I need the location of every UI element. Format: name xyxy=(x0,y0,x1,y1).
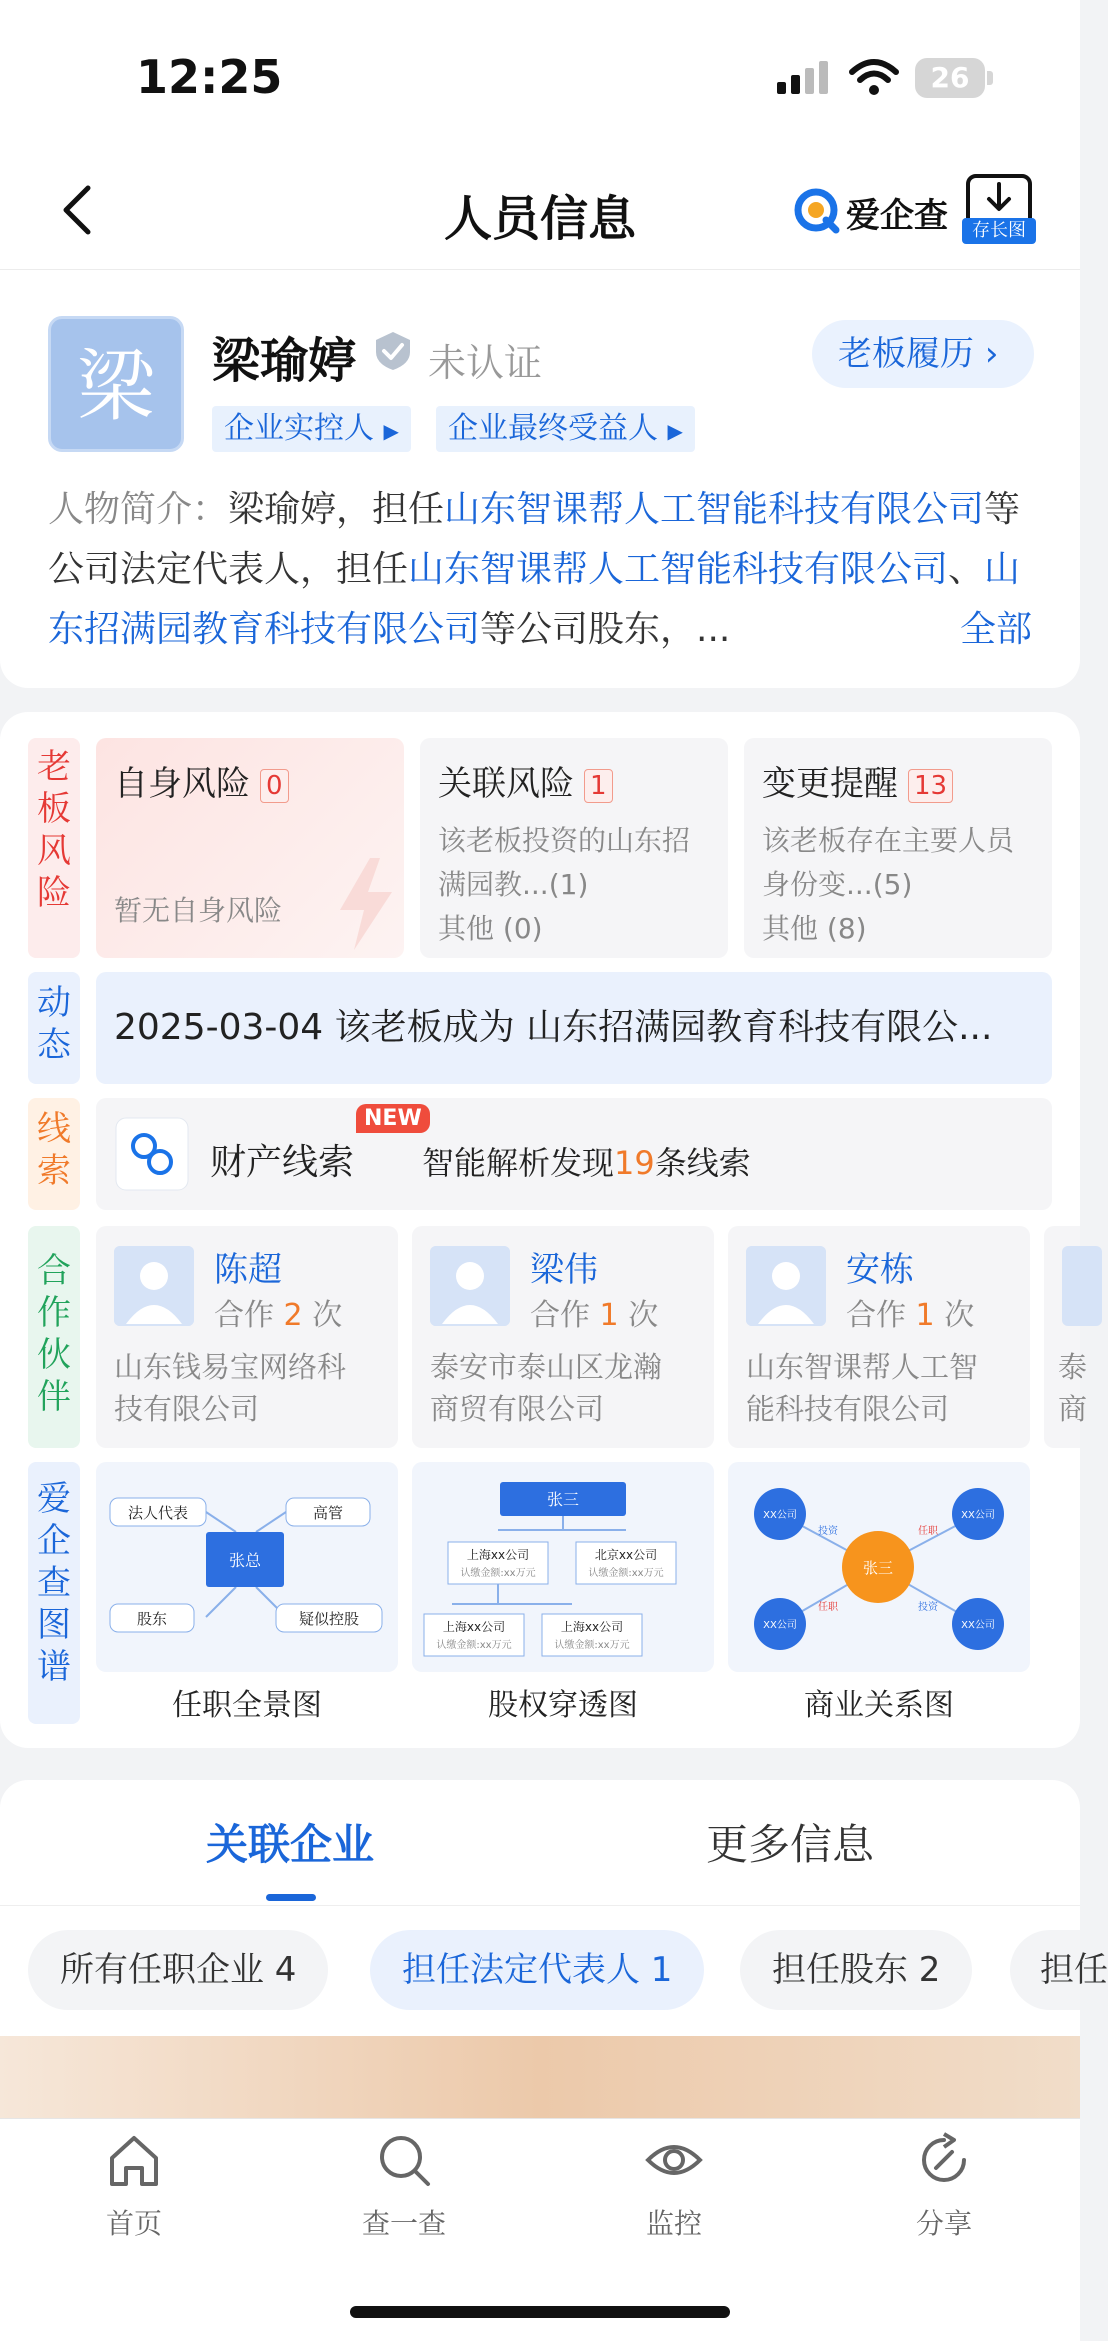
bio-company-link[interactable]: 山东智课帮人工智能科技有限公司 xyxy=(408,549,949,590)
boss-history-button[interactable] xyxy=(812,320,1034,388)
graph-node-label: XX公司 xyxy=(961,1620,995,1631)
tab-more-info[interactable]: 更多信息 xyxy=(705,1820,874,1869)
graph-node-label: 高管 xyxy=(312,1504,344,1522)
clue-desc xyxy=(422,1138,751,1184)
property-clue-icon xyxy=(116,1118,188,1190)
graph-rel-label: 任职 xyxy=(818,1602,838,1613)
verified-badge-icon xyxy=(372,330,414,372)
bio-text: 等公司股东，... xyxy=(480,609,731,650)
verify-status: 未认证 xyxy=(428,341,543,385)
section-label-graph: 爱企查图谱 xyxy=(28,1462,80,1724)
graph-node-sub: 认缴金额:xx万元 xyxy=(588,1568,664,1579)
partner-company: 泰商 xyxy=(1058,1350,1088,1426)
person-bio xyxy=(48,480,1032,660)
dynamic-item[interactable]: 2025-03-04 该老板成为 山东招满园教育科技有限公... xyxy=(96,972,1052,1084)
chip-shareholder[interactable]: 担任股东 2 xyxy=(740,1930,972,2010)
risk-count: 0 xyxy=(260,769,289,803)
graph-node-label: 北京xx公司 xyxy=(594,1548,658,1562)
partner-company: 泰安市泰山区龙瀚商贸有限公司 xyxy=(430,1350,663,1426)
battery-icon: 26 xyxy=(915,58,985,98)
chip-all-positions[interactable]: 所有任职企业 4 xyxy=(28,1930,328,2010)
coop-text: 次 xyxy=(312,1298,343,1333)
change-reminder-card[interactable] xyxy=(744,738,1052,958)
graph-rel-label: 任职 xyxy=(918,1526,938,1537)
search-icon[interactable] xyxy=(374,2130,434,2190)
bio-text: 等公司法定代表人，担任 xyxy=(48,489,1021,590)
tab-related-companies[interactable]: 关联企业 xyxy=(205,1820,374,1869)
graph-label: 股权穿透图 xyxy=(488,1688,638,1723)
section-label-clue: 线索 xyxy=(28,1098,80,1210)
clue-desc-text: 智能解析发现 xyxy=(422,1144,615,1182)
partner-name: 梁伟 xyxy=(530,1250,598,1290)
graph-position-card[interactable] xyxy=(96,1462,398,1672)
coop-text: 次 xyxy=(944,1298,975,1333)
risk-desc: 暂无自身风险 xyxy=(114,894,283,927)
battery-cap xyxy=(987,71,993,85)
partner-coop xyxy=(846,1290,974,1334)
graph-node-label: XX公司 xyxy=(763,1510,797,1521)
wifi-icon xyxy=(848,58,900,98)
save-long-image-button[interactable]: 存长图 xyxy=(962,218,1036,244)
partner-name: 安栋 xyxy=(846,1250,914,1290)
graph-node-sub: 认缴金额:xx万元 xyxy=(436,1640,512,1651)
graph-node-sub: 认缴金额:xx万元 xyxy=(460,1568,536,1579)
share-icon[interactable] xyxy=(914,2130,974,2190)
coop-times: 1 xyxy=(915,1298,935,1333)
status-time: 12:25 xyxy=(136,50,283,104)
coop-text: 合作 xyxy=(214,1298,274,1333)
chevron-right-icon: › xyxy=(984,334,999,374)
chip-legal-rep[interactable]: 担任法定代表人 1 xyxy=(370,1930,704,2010)
graph-equity-card[interactable] xyxy=(412,1462,714,1672)
graph-node-label: XX公司 xyxy=(763,1620,797,1631)
risk-desc: 其他 (0) xyxy=(438,912,543,945)
nav-search[interactable]: 查一查 xyxy=(361,2207,446,2240)
bio-company-link[interactable]: 山东智课帮人工智能科技有限公司 xyxy=(444,489,985,530)
avatar: 梁 xyxy=(48,316,184,452)
risk-count: 1 xyxy=(584,769,613,803)
risk-title: 关联风险 xyxy=(438,764,574,804)
promo-banner[interactable] xyxy=(0,2036,1080,2120)
graph-rel-label: 投资 xyxy=(818,1526,838,1537)
coop-times: 1 xyxy=(599,1298,619,1333)
nav-share[interactable]: 分享 xyxy=(915,2207,972,2240)
coop-text: 合作 xyxy=(530,1298,590,1333)
risk-desc: 其他 (8) xyxy=(762,912,867,945)
graph-center-label: 张三 xyxy=(862,1559,894,1577)
section-label-dynamic: 动态 xyxy=(28,972,80,1084)
graph-node-sub: 认缴金额:xx万元 xyxy=(554,1640,630,1651)
home-icon[interactable] xyxy=(104,2130,164,2190)
risk-desc: 该老板投资的山东招 xyxy=(438,824,691,857)
partner-card-partial[interactable] xyxy=(1044,1226,1088,1448)
chip-partial[interactable]: 担任 xyxy=(1010,1930,1080,2010)
risk-count: 13 xyxy=(908,769,953,803)
triangle-right-icon: ▶ xyxy=(383,419,399,443)
new-badge: NEW xyxy=(356,1104,430,1133)
risk-desc: 该老板存在主要人员 xyxy=(762,824,1015,857)
risk-title: 变更提醒 xyxy=(762,764,898,804)
section-label-risk: 老板风险 xyxy=(28,738,80,958)
graph-node-label: XX公司 xyxy=(961,1510,995,1521)
graph-business-card[interactable] xyxy=(728,1462,1030,1672)
triangle-right-icon: ▶ xyxy=(667,419,683,443)
lightning-icon xyxy=(330,854,400,954)
person-avatar-icon xyxy=(1062,1246,1102,1326)
graph-label: 商业关系图 xyxy=(804,1688,954,1723)
section-label-partner: 合作伙伴 xyxy=(28,1226,80,1448)
graph-node-label: 上海xx公司 xyxy=(560,1620,624,1634)
tag-actual-controller[interactable] xyxy=(212,406,411,452)
risk-desc: 满园教...(1) xyxy=(438,868,589,901)
home-indicator xyxy=(350,2306,730,2318)
graph-label: 任职全景图 xyxy=(172,1688,322,1723)
partner-card[interactable] xyxy=(96,1226,398,1448)
graph-node-label: 股东 xyxy=(136,1610,168,1628)
position-graph-icon xyxy=(96,1462,398,1672)
nav-home[interactable]: 首页 xyxy=(105,2207,162,2240)
bio-label: 人物简介： xyxy=(48,489,229,530)
risk-title: 自身风险 xyxy=(114,764,250,804)
clue-desc-text: 条线索 xyxy=(654,1144,751,1182)
partner-coop xyxy=(530,1290,658,1334)
business-graph-icon xyxy=(728,1462,1030,1672)
signal-icon xyxy=(775,58,831,98)
graph-center-label: 张总 xyxy=(228,1551,262,1570)
tag-label: 企业实控人 xyxy=(224,411,374,446)
graph-node-label: 疑似控股 xyxy=(298,1610,360,1628)
clue-title: 财产线索 xyxy=(210,1142,355,1183)
partner-company: 山东钱易宝网络科技有限公司 xyxy=(114,1350,347,1426)
coop-text: 合作 xyxy=(846,1298,906,1333)
partner-name: 陈超 xyxy=(214,1250,282,1290)
graph-top-label: 张三 xyxy=(546,1490,580,1509)
person-name: 梁瑜婷 xyxy=(212,333,357,389)
coop-text: 次 xyxy=(628,1298,659,1333)
page-title: 人员信息 xyxy=(443,191,636,247)
tab-active-indicator xyxy=(266,1894,316,1901)
person-avatar-icon xyxy=(114,1246,194,1326)
bio-text: 、 xyxy=(948,549,985,590)
bio-text: 梁瑜婷，担任 xyxy=(228,489,445,530)
tag-ultimate-beneficiary[interactable] xyxy=(436,406,695,452)
graph-node-label: 法人代表 xyxy=(127,1504,189,1522)
coop-times: 2 xyxy=(283,1298,303,1333)
clue-count: 19 xyxy=(614,1144,655,1182)
partner-company: 山东智课帮人工智能科技有限公司 xyxy=(746,1350,979,1426)
partner-coop xyxy=(214,1290,342,1334)
logo-text: 爱企查 xyxy=(846,196,948,236)
graph-rel-label: 投资 xyxy=(918,1602,938,1613)
tag-label: 企业最终受益人 xyxy=(448,411,658,446)
bio-company-link[interactable]: 山东招满园教育科技有限公司 xyxy=(48,549,1021,650)
person-avatar-icon xyxy=(430,1246,510,1326)
partner-card[interactable] xyxy=(412,1226,714,1448)
equity-graph-icon xyxy=(412,1462,714,1672)
nav-monitor[interactable]: 监控 xyxy=(645,2207,702,2240)
person-avatar-icon xyxy=(746,1246,826,1326)
graph-node-label: 上海xx公司 xyxy=(442,1620,506,1634)
eye-icon[interactable] xyxy=(644,2130,704,2190)
partner-card[interactable] xyxy=(728,1226,1030,1448)
boss-history-label: 老板履历 xyxy=(838,334,974,374)
bio-more-link[interactable]: 全部 xyxy=(959,609,1032,650)
risk-desc: 身份变...(5) xyxy=(762,868,913,901)
graph-node-label: 上海xx公司 xyxy=(466,1548,530,1562)
risk-related-card[interactable] xyxy=(420,738,728,958)
risk-self-card[interactable] xyxy=(96,738,404,958)
